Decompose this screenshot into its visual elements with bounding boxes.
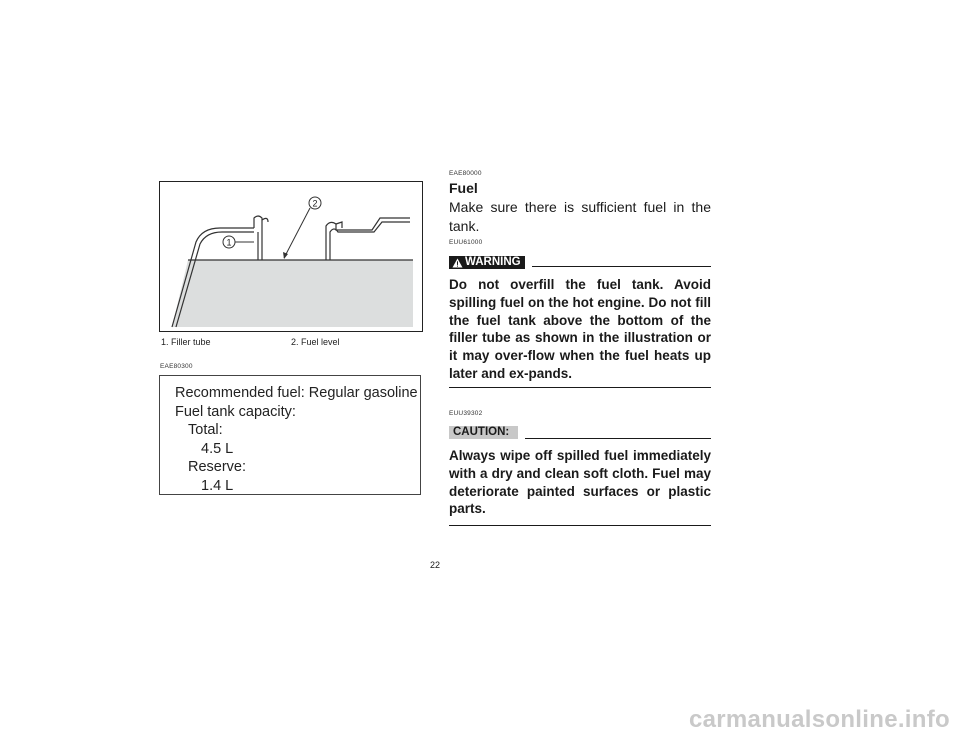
warning-header-rule [532, 266, 711, 267]
caution-badge [449, 426, 518, 439]
recommended-fuel: Recommended fuel: Regular gasoline [175, 385, 418, 401]
warning-label: WARNING [465, 256, 521, 268]
caution-text: Always wipe off spilled fuel immediately with a dry and clean soft cloth. Fuel may deteriorate painted surfaces or plastic parts. [449, 448, 711, 517]
caption-filler-tube: 1. Filler tube [161, 337, 211, 347]
fuel-section-code: EAE80000 [449, 170, 482, 177]
caution-label: CAUTION: [453, 426, 510, 438]
warning-triangle-icon [452, 258, 463, 268]
fuel-tank-illustration [159, 181, 423, 332]
total-label: Total: [188, 422, 223, 438]
warning-end-rule [449, 387, 711, 388]
filler-neck-right [326, 218, 410, 260]
total-value: 4.5 L [201, 440, 234, 457]
tank-capacity-label: Fuel tank capacity: [175, 403, 296, 420]
reserve-value: 1.4 L [201, 477, 234, 494]
caption-fuel-level: 2. Fuel level [291, 337, 340, 347]
caution-header-rule [525, 438, 711, 439]
warning-badge [449, 256, 525, 269]
caution-code: EUU39302 [449, 410, 483, 417]
caution-end-rule [449, 525, 711, 526]
page-number: 22 [429, 560, 440, 570]
fuel-tank-diagram [160, 182, 422, 331]
reserve-label: Reserve: [188, 459, 247, 475]
fuel-section-text: Make sure there is sufficient fuel in the tank. [449, 199, 711, 234]
spec-code: EAE80300 [160, 363, 193, 370]
callout-1-number: 1 [226, 237, 232, 248]
fuel-section-title: Fuel [449, 180, 478, 196]
callout-2-number: 2 [312, 198, 318, 209]
fuel-fill-area [172, 260, 413, 327]
warning-code: EUU61000 [449, 239, 483, 246]
warning-text: Do not overfill the fuel tank. Avoid spilling fuel on the hot engine. Do not fill the fuel tank above the bottom of the filler tube as shown in the illustration or it may over-flow when the fuel heats up later and ex-pands. [449, 277, 711, 381]
fuel-spec-box [159, 375, 421, 495]
watermark-text: carmanualsonline.info [688, 706, 950, 733]
